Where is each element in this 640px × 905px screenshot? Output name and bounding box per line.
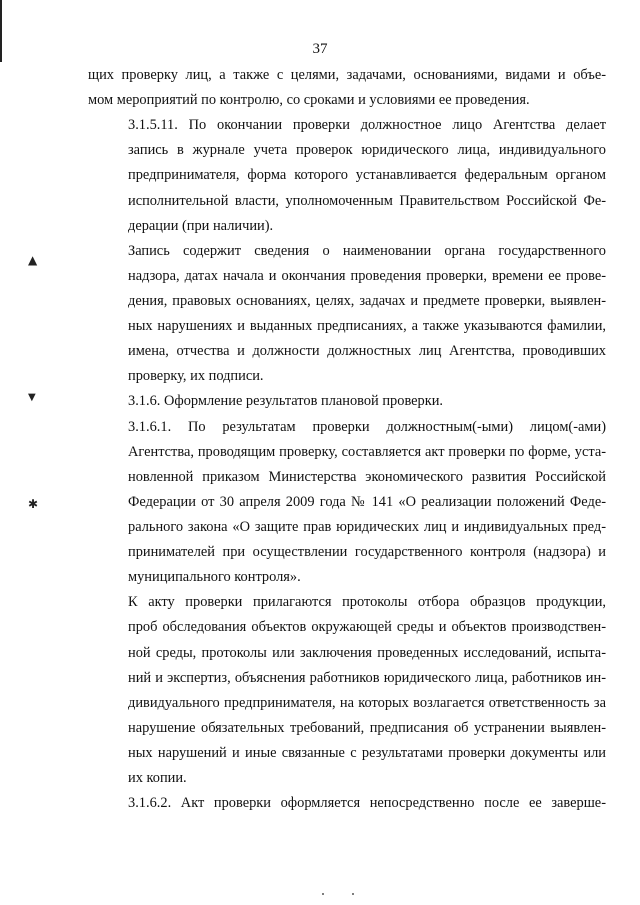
text-line: дерации (при наличии). (128, 217, 274, 234)
paragraph-4 (88, 389, 606, 414)
scan-speck (322, 893, 324, 895)
paragraph-6 (88, 590, 606, 791)
scan-speck (352, 893, 354, 895)
text-line: нарушение обязательных требований, предписания об устранении выявлен- (128, 719, 606, 736)
margin-mark-icon: ✱ (28, 497, 39, 511)
text-line: Федерации от 30 апреля 2009 года № 141 «О реализации положений Феде- (128, 493, 606, 510)
paragraph-7 (88, 791, 606, 816)
paragraph-3 (88, 239, 606, 390)
text-line: ний и экспертиз, объяснения работников юридического лица, работников ин- (128, 669, 606, 686)
text-line: муниципального контроля». (128, 569, 301, 586)
text-line: рального закона «О защите прав юридических лиц и индивидуальных пред- (128, 518, 606, 535)
text-line: исполнительной власти, уполномоченным Правительством Российской Фе- (128, 192, 606, 209)
text-line: ных нарушениях и выданных предписаниях, а также указываются фамилии, (128, 318, 606, 335)
text-line: дения, правовых основаниях, целях, задачах и предмете проверки, выявлен- (128, 292, 606, 309)
text-line: ных нарушений и иные связанные с результатами проверки документы или (128, 744, 606, 761)
text-line: К акту проверки прилагаются протоколы отбора образцов продукции, (128, 594, 606, 611)
text-line: Запись содержит сведения о наименовании органа государственного (128, 242, 606, 259)
text-line: Агентства, проводящим проверку, составляется акт проверки по форме, уста- (128, 443, 606, 460)
text-line: запись в журнале учета проверок юридического лица, индивидуального (128, 142, 606, 159)
margin-mark-icon: ▲ (28, 253, 38, 267)
paragraph-2 (88, 113, 606, 239)
text-line: 3.1.6. Оформление результатов плановой проверки. (128, 393, 444, 410)
text-line: дивидуального предпринимателя, на которых возлагается ответственность за (128, 694, 606, 711)
text-line: принимателей при осуществлении государственного контроля (надзора) и (128, 544, 606, 561)
text-line: 3.1.6.1. По результатам проверки должностным(-ыми) лицом(-ами) (128, 418, 606, 435)
text-line: 3.1.5.11. По окончании проверки должностное лицо Агентства делает (128, 117, 606, 134)
text-line: щих проверку лиц, а также с целями, задачами, основаниями, видами и объе- (88, 67, 606, 83)
page-number: 37 (312, 41, 328, 57)
paragraph-1 (88, 63, 606, 113)
text-line: имена, отчества и должности должностных лиц Агентства, проводивших (128, 343, 606, 360)
text-line: надзора, датах начала и окончания проведения проверки, времени ее прове- (128, 267, 606, 284)
paragraph-5 (88, 415, 606, 591)
body-text (88, 63, 606, 816)
text-line: новленной приказом Министерства экономического развития Российской (128, 468, 606, 485)
text-line: проб обследования объектов окружающей среды и объектов производствен- (128, 619, 606, 636)
text-line: их копии. (128, 770, 187, 787)
margin-mark-icon: ▼ (28, 392, 36, 403)
text-line: предпринимателя, форма которого устанавливается федеральным органом (128, 167, 606, 184)
text-line: 3.1.6.2. Акт проверки оформляется непосредственно после ее заверше- (128, 795, 606, 812)
text-line: ной среды, протоколы или заключения проведенных исследований, испыта- (128, 644, 606, 661)
text-line: проверку, их подписи. (128, 368, 264, 385)
text-line: мом мероприятий по контролю, со сроками и условиями ее проведения. (88, 92, 530, 109)
